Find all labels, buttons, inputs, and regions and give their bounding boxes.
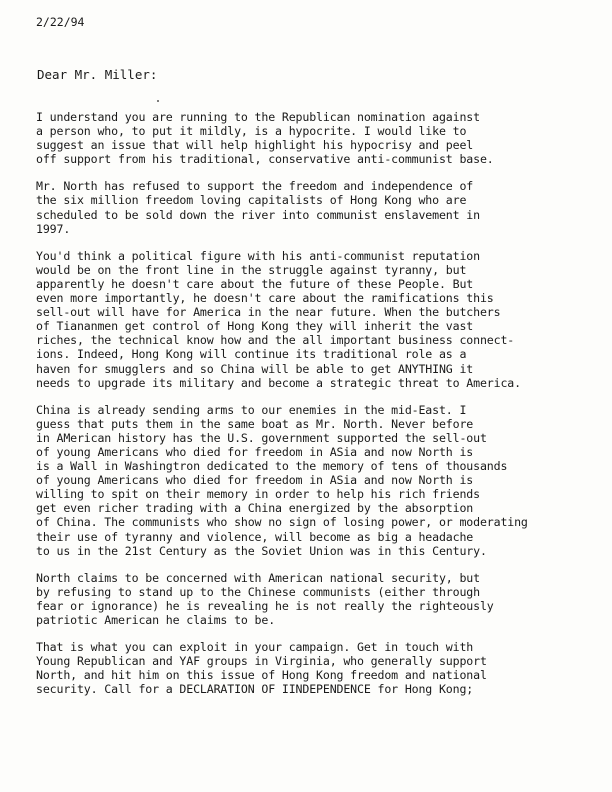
paragraph-line: North claims to be concerned with American national security, but <box>36 570 480 585</box>
paragraph-line: willing to spit on their memory in order to help his rich friends <box>36 487 480 502</box>
letter-paragraph <box>36 640 602 696</box>
paragraph-line: would be on the front line in the struggle against tyranny, but <box>36 262 467 277</box>
paragraph-line: Mr. North has refused to support the freedom and independence of <box>36 179 474 194</box>
paragraph-line: North, and hit him on this issue of Hong Kong freedom and national <box>36 668 487 683</box>
paragraph-line: sell-out will have for America in the near future. When the butchers <box>36 305 501 320</box>
paragraph-line: of young Americans who died for freedom in ASia and now North is <box>36 444 474 459</box>
letter-paragraph <box>36 179 602 235</box>
paragraph-line: get even richer trading with a China energized by the absorption <box>36 501 474 516</box>
paragraph-line: patriotic American he claims to be. <box>36 613 276 627</box>
paragraph-line: is a Wall in Washingtron dedicated to the memory of tens of thousands <box>36 459 508 474</box>
letter-paragraph <box>36 249 602 390</box>
paragraph-line: their use of tyranny and violence, will become as big a headache <box>36 529 474 544</box>
paragraph-line: of Tiananmen get control of Hong Kong they will inherit the vast <box>36 319 474 334</box>
letter-date: 2/22/94 <box>36 15 85 29</box>
salutation: Dear Mr. Miller: <box>37 67 158 82</box>
paragraph-line: the six million freedom loving capitalists of Hong Kong who are <box>36 193 467 208</box>
paragraph-line: You'd think a political figure with his anti-communist reputation <box>36 248 480 263</box>
paragraph-line: China is already sending arms to our enemies in the mid-East. I <box>36 402 467 417</box>
paragraph-line: Young Republican and YAF groups in Virginia, who generally support <box>36 654 487 669</box>
letter-body <box>36 110 602 709</box>
paragraph-line: of China. The communists who show no sign of losing power, or moderating <box>36 515 528 530</box>
paragraph-line: haven for smugglers and so China will be able to get ANYTHING it <box>36 361 474 376</box>
paragraph-line: fear or ignorance) he is revealing he is not really the righteously <box>36 598 494 613</box>
paragraph-line: riches, the technical know how and the all important business connect- <box>36 333 515 348</box>
paragraph-line: to us in the 21st Century as the Soviet Union was in this Century. <box>36 543 487 558</box>
paragraph-line: of young Americans who died for freedom in ASia and now North is <box>36 473 474 488</box>
paragraph-line: by refusing to stand up to the Chinese communists (either through <box>36 584 480 599</box>
paragraph-line: off support from his traditional, conservative anti-communist base. <box>36 152 494 167</box>
paragraph-line: scheduled to be sold down the river into communist enslavement in <box>36 207 480 222</box>
paragraph-line: apparently he doesn't care about the future of these People. But <box>36 276 474 291</box>
paragraph-line: security. Call for a DECLARATION OF IINDEPENDENCE for Hong Kong; <box>36 682 474 697</box>
paragraph-line: guess that puts them in the same boat as Mr. North. Never before <box>36 416 474 431</box>
letter-paragraph <box>36 110 602 166</box>
paragraph-line: a person who, to put it mildly, is a hypocrite. I would like to <box>36 124 467 139</box>
paragraph-line: even more importantly, he doesn't care about the ramifications this <box>36 291 494 306</box>
paragraph-line: 1997. <box>36 221 71 236</box>
letter-paragraph <box>36 403 602 558</box>
paragraph-line: suggest an issue that will help highlight his hypocrisy and peel <box>36 138 474 153</box>
scan-speck <box>157 100 159 102</box>
paragraph-line: needs to upgrade its military and become a strategic threat to America. <box>36 375 521 390</box>
letter-paragraph <box>36 571 602 627</box>
paragraph-line: in AMerican history has the U.S. government supported the sell-out <box>36 430 487 445</box>
paragraph-line: ions. Indeed, Hong Kong will continue its traditional role as a <box>36 347 467 362</box>
paragraph-line: I understand you are running to the Republican nomination against <box>36 110 480 124</box>
paragraph-line: That is what you can exploit in your campaign. Get in touch with <box>36 640 474 655</box>
